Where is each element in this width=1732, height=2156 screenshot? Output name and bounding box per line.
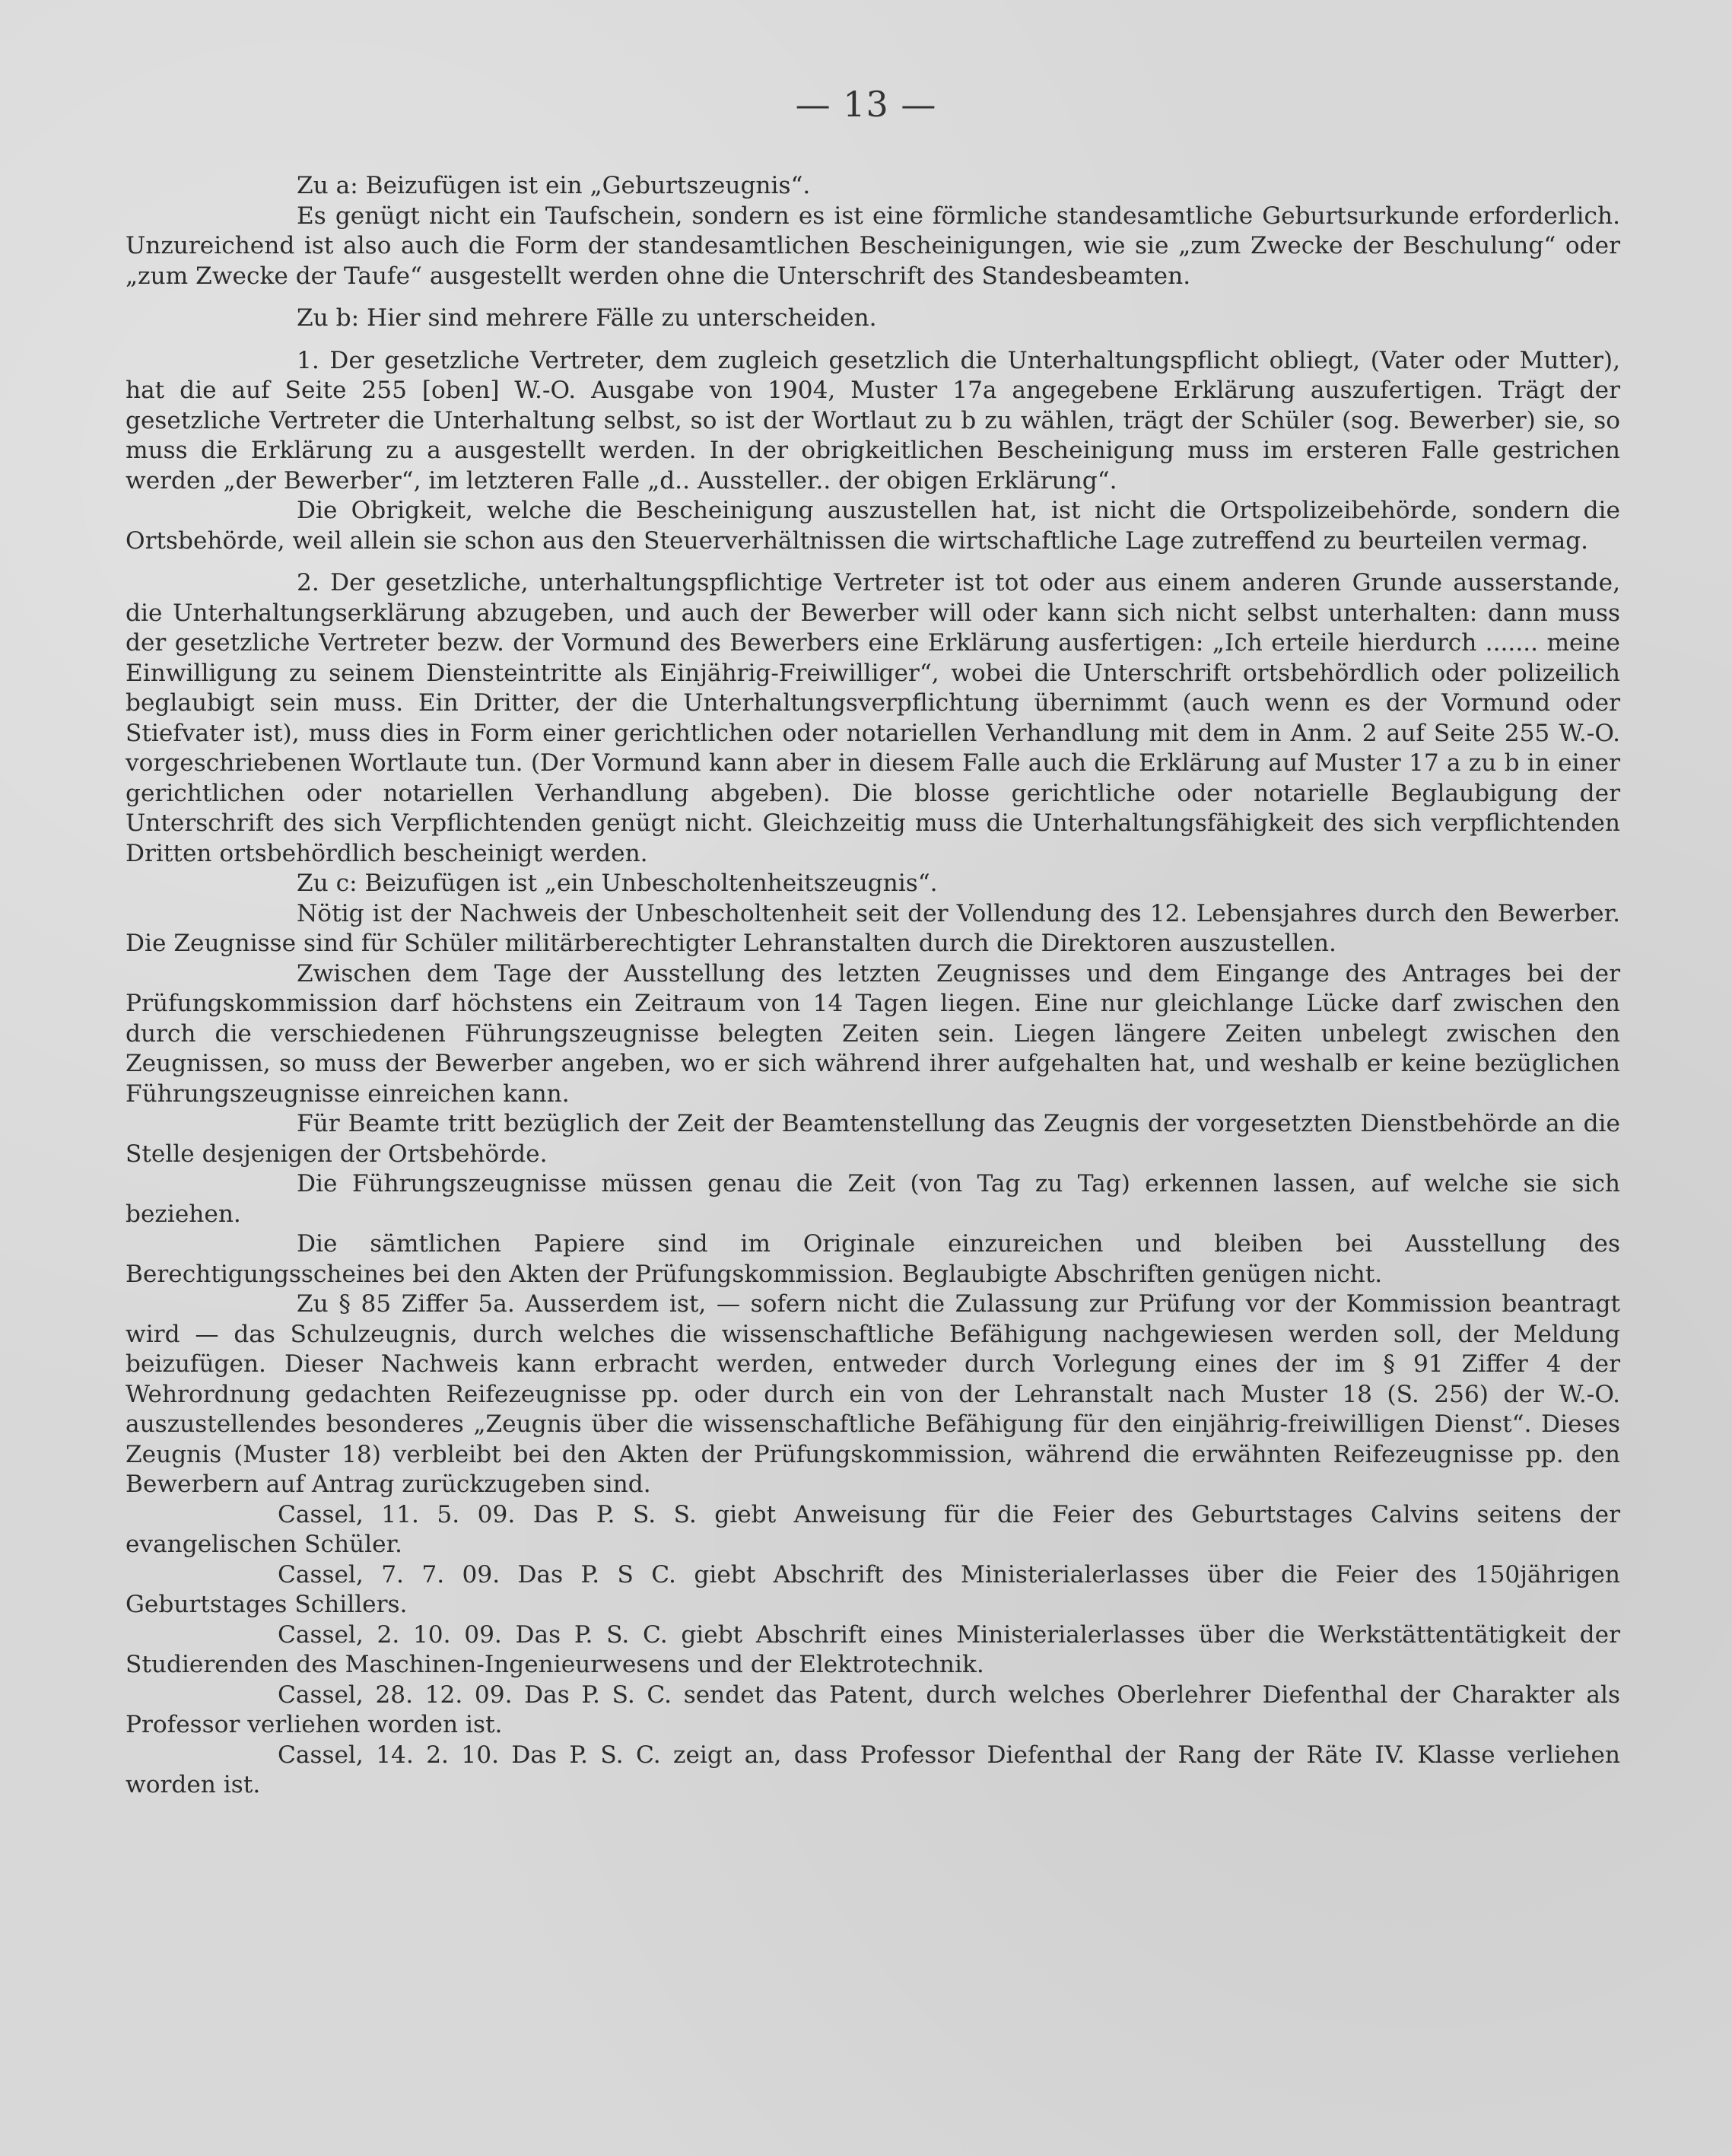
paragraph-zu-c: Zu c: Beizufügen ist „ein Unbescholtenheitszeugnis“. xyxy=(297,870,938,897)
paragraph-papiere: Die sämtlichen Papiere sind im Originale einzureichen und bleiben bei Ausstellung des Berechtigungsscheines bei den Akten der Prüfungskommission. Beglaubigte Abschriften genügen nicht. xyxy=(126,1230,1620,1288)
body-text xyxy=(126,171,1620,1801)
paragraph-obrigkeit: Die Obrigkeit, welche die Bescheinigung auszustellen hat, ist nicht die Ortspolizeibehörde, sondern die Ortsbehörde, weil allein sie schon aus den Steuerverhältnissen die wirtschaftliche Lage zutreffend zu beurteilen vermag. xyxy=(126,497,1620,555)
paragraph-zu-a: Zu a: Beizufügen ist ein „Geburtszeugnis“. xyxy=(297,172,811,199)
page-number: — 13 — xyxy=(795,84,937,125)
paragraph-zeitraum: Zwischen dem Tage der Ausstellung des letzten Zeugnisses und dem Eingange des Antrages bei der Prüfungskommission darf höchstens ein Zeitraum von 14 Tagen liegen. Eine nur gleichlange Lücke darf zwischen den durch die verschiedenen Führungszeugnisse belegten Zeiten sein. Liegen längere Zeiten unbelegt zwischen den Zeugnissen, so muss der Bewerber angeben, wo er sich während ihrer aufgehalten hat, und weshalb er keine bezüglichen Führungszeugnisse einreichen kann. xyxy=(126,959,1620,1108)
paragraph-unbescholtenheit: Nötig ist der Nachweis der Unbescholtenheit seit der Vollendung des 12. Lebensjahres durch den Bewerber. Die Zeugnisse sind für Schüler militärberechtigter Lehranstalten durch die Direktoren auszustellen. xyxy=(126,899,1620,957)
paragraph-cassel-2: Cassel, 7. 7. 09. Das P. S C. giebt Abschrift des Ministerialerlasses über die Feier des 150jährigen Geburtstages Schillers. xyxy=(126,1560,1620,1618)
paragraph-cassel-4: Cassel, 28. 12. 09. Das P. S. C. sendet das Patent, durch welches Oberlehrer Diefenthal der Charakter als Professor verliehen worden ist. xyxy=(126,1681,1620,1738)
paragraph-cassel-3: Cassel, 2. 10. 09. Das P. S. C. giebt Abschrift eines Ministerialerlasses über die Werkstättentätigkeit der Studierenden des Maschinen-Ingenieurwesens und der Elektrotechnik. xyxy=(126,1620,1620,1678)
paragraph-case-1: 1. Der gesetzliche Vertreter, dem zugleich gesetzlich die Unterhaltungspflicht obliegt, (Vater oder Mutter), hat die auf Seite 255 [oben] W.-O. Ausgabe von 1904, Muster 17a angegebene Erklärung auszufertigen. Trägt der gesetzliche Vertreter die Unterhaltung selbst, so ist der Wortlaut zu b zu wählen, trägt der Schüler (sog. Bewerber) sie, so muss die Erklärung zu a ausgestellt werden. In der obrigkeitlichen Bescheinigung muss im ersteren Falle gestrichen werden „der Bewerber“, im letzteren Falle „d.. Aussteller.. der obigen Erklärung“. xyxy=(126,346,1620,494)
paragraph-case-2: 2. Der gesetzliche, unterhaltungspflichtige Vertreter ist tot oder aus einem anderen Grunde ausserstande, die Unterhaltungserklärung abzugeben, und auch der Bewerber will oder kann sich nicht selbst unterhalten: dann muss der gesetzliche Vertreter bezw. der Vormund des Bewerbers eine Erklärung ausfertigen: „Ich erteile hierdurch ....... meine Einwilligung zu seinem Diensteintritte als Einjährig-Freiwilliger“, wobei die Unterschrift ortsbehördlich oder polizeilich beglaubigt sein muss. Ein Dritter, der die Unterhaltungsverpflichtung übernimmt (auch wenn es der Vormund oder Stiefvater ist), muss dies in Form einer gerichtlichen oder notariellen Verhandlung mit dem in Anm. 2 auf Seite 255 W.-O. vorgeschriebenen Wortlaute tun. (Der Vormund kann aber in diesem Falle auch die Erklärung auf Muster 17 a zu b in einer gerichtlichen oder notariellen Verhandlung abgeben). Die blosse gerichtliche oder notarielle Beglaubigung der Unterschrift des sich Verpflichtenden genügt nicht. Gleichzeitig muss die Unterhaltungsfähigkeit des sich verpflichtenden Dritten ortsbehördlich bescheinigt werden. xyxy=(126,569,1620,867)
paragraph-zu-85: Zu § 85 Ziffer 5a. Ausserdem ist, — sofern nicht die Zulassung zur Prüfung vor der Kommission beantragt wird — das Schulzeugnis, durch welches die wissenschaftliche Befähigung nachgewiesen werden soll, der Meldung beizufügen. Dieser Nachweis kann erbracht werden, entweder durch Vorlegung eines der im § 91 Ziffer 4 der Wehrordnung gedachten Reifezeugnisse pp. oder durch ein von der Lehranstalt nach Muster 18 (S. 256) der W.-O. auszustellendes besonderes „Zeugnis über die wissenschaftliche Befähigung für den einjährig-freiwilligen Dienst“. Dieses Zeugnis (Muster 18) verbleibt bei den Akten der Prüfungskommission, während die erwähnten Reifezeugnisse pp. den Bewerbern auf Antrag zurückzugeben sind. xyxy=(126,1290,1620,1498)
paragraph-cassel-1: Cassel, 11. 5. 09. Das P. S. S. giebt Anweisung für die Feier des Geburtstages Calvins seitens der evangelischen Schüler. xyxy=(126,1500,1620,1558)
paragraph-cassel-5: Cassel, 14. 2. 10. Das P. S. C. zeigt an, dass Professor Diefenthal der Rang der Räte IV. Klasse verliehen worden ist. xyxy=(126,1741,1620,1798)
paragraph-fuehrungszeugnisse: Die Führungszeugnisse müssen genau die Zeit (von Tag zu Tag) erkennen lassen, auf welche sie sich beziehen. xyxy=(126,1170,1620,1228)
paragraph-beamte: Für Beamte tritt bezüglich der Zeit der Beamtenstellung das Zeugnis der vorgesetzten Dienstbehörde an die Stelle desjenigen der Ortsbehörde. xyxy=(126,1110,1620,1168)
paragraph-taufschein: Es genügt nicht ein Taufschein, sondern es ist eine förmliche standesamtliche Geburtsurkunde erforderlich. Unzureichend ist also auch die Form der standesamtlichen Bescheinigungen, wie sie „zum Zwecke der Beschulung“ oder „zum Zwecke der Taufe“ ausgestellt werden ohne die Unterschrift des Standesbeamten. xyxy=(126,202,1620,290)
paragraph-zu-b: Zu b: Hier sind mehrere Fälle zu unterscheiden. xyxy=(297,304,877,332)
